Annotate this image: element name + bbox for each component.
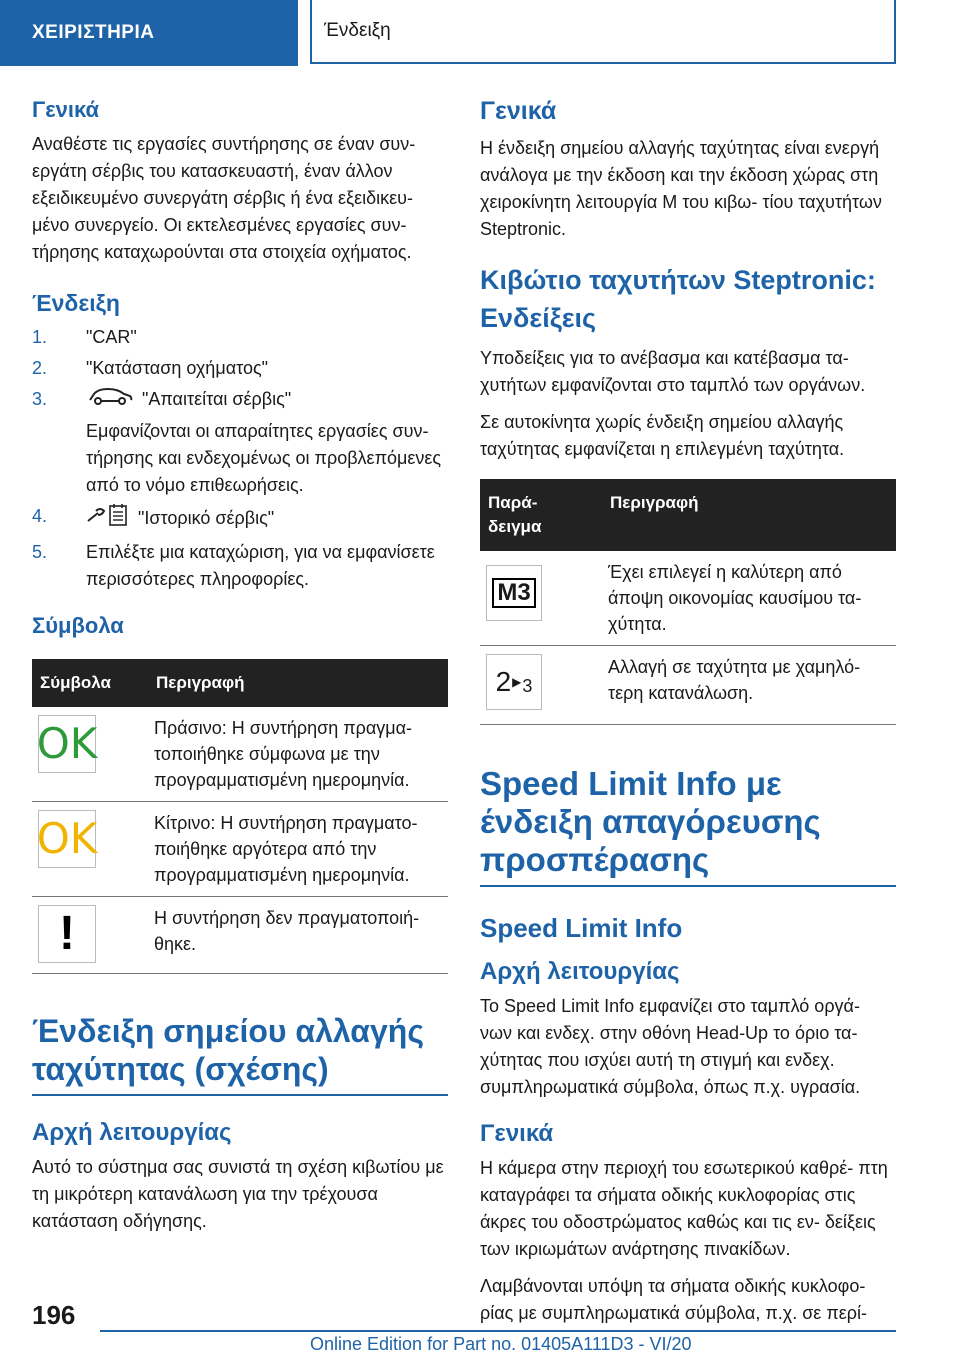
step-item: 2. "Κατάσταση οχήματος" (32, 358, 269, 378)
speed-limit-subheading: Speed Limit Info (480, 913, 683, 943)
table-header: Παρά- δειγμα Περιγραφή (480, 479, 896, 551)
edition-text: Online Edition for Part no. 01405A111D3 - VI/20 (310, 1334, 692, 1354)
sli-principle-heading: Αρχή λειτουργίας (480, 958, 680, 985)
table-row: 2 ▶ 3 Αλλαγή σε ταχύτητα με χαμηλό- τερη κατανάλωση. (480, 646, 896, 725)
table-row: ! Η συντήρηση δεν πραγματοποιή- θηκε. (32, 897, 448, 974)
general-paragraph: Αναθέστε τις εργασίες συντήρησης σε έναν συν- εργάτη σέρβις του κατασκευαστή, έναν άλλον εξειδικευμένο συνεργάτη σέρβις ή ένα εξειδικευ- μένο συνεργείο. Οι εκτελεσμένες εργασίες συν- τήρησης καταχωρούνται στα στοιχεία οχήματος. (32, 134, 416, 262)
steptronic-paragraph-2: Σε αυτοκίνητα χωρίς ένδειξη σημείου αλλαγής ταχύτητας εμφανίζεται η επιλεγμένη ταχύτητα. (480, 412, 845, 459)
exclamation-icon: ! (38, 905, 96, 963)
step-item: 1. "CAR" (32, 327, 137, 347)
steptronic-heading: Κιβώτιο ταχυτήτων Steptronic: Ενδείξεις (480, 265, 876, 333)
sli-general-paragraph-2: Λαμβάνονται υπόψη τα σήματα οδικής κυκλοφο- ρίας με συμπληρωματικά σύμβολα, π.χ. σε περί- (480, 1276, 867, 1323)
speed-limit-heading: Speed Limit Info με ένδειξη απαγόρευσης προσπέρασης (480, 765, 896, 887)
general-paragraph-right: Η ένδειξη σημείου αλλαγής ταχύτητας είναι ενεργή ανάλογα με την έκδοση και την έκδοση χώρας στη χειροκίνητη λειτουργία M του κιβω- τίου ταχυτήτων Steptronic. (480, 138, 882, 239)
symbols-heading: Σύμβολα (32, 613, 124, 639)
arrow-right-icon: ▶ (512, 675, 522, 689)
general-heading: Γενικά (32, 97, 100, 122)
page-header (0, 0, 960, 66)
step-item: 3. "Απαιτείται σέρβις" (32, 386, 448, 414)
ok-yellow-icon: OK (38, 810, 96, 868)
table-row: M3 Έχει επιλεγεί η καλύτερη από άποψη οικονομίας καυσίμου τα- χύτητα. (480, 551, 896, 646)
symbols-table (32, 659, 448, 974)
page-number: 196 (32, 1300, 76, 1330)
steptronic-paragraph-1: Υποδείξεις για το ανέβασμα και κατέβασμα τα- χυτήτων εμφανίζονται στο ταμπλό των οργάνων. (480, 348, 866, 395)
gear-shift-2-3-icon: 2 ▶ 3 (486, 654, 542, 710)
service-history-icon (86, 503, 130, 535)
principle-heading: Αρχή λειτουργίας (32, 1119, 232, 1147)
left-column (32, 95, 448, 1245)
subsection-title: Ένδειξη (310, 0, 896, 64)
step-item: 5. Επιλέξτε μια καταχώριση, για να εμφανίσετε περισσότερες πληροφορίες. (32, 542, 435, 590)
car-outline-icon (86, 386, 134, 414)
shift-indicator-heading: Ένδειξη σημείου αλλαγής ταχύτητας (σχέσης) (32, 1012, 448, 1096)
table-row: OK Πράσινο: Η συντήρηση πραγμα- τοποιήθηκε σύμφωνα με την προγραμματισμένη ημερομηνία. (32, 707, 448, 802)
ok-green-icon: OK (38, 715, 96, 773)
gear-m3-icon: M3 (486, 565, 542, 621)
table-row: OK Κίτρινο: Η συντήρηση πραγματο- ποιήθηκε αργότερα από την προγραμματισμένη ημερομηνία. (32, 802, 448, 897)
section-tab[interactable]: ΧΕΙΡΙΣΤΗΡΙΑ (0, 0, 298, 66)
sli-general-heading: Γενικά (480, 1120, 554, 1147)
sli-general-paragraph-1: Η κάμερα στην περιοχή του εσωτερικού καθρέ- πτη καταγράφει τα σήματα οδικής κυκλοφορίας στις άκρες του οδοστρώματος καθώς και τις εν- δείξεις των ικριωμάτων ανάρτησης πινακίδων. (480, 1158, 888, 1259)
step-item: Εμφανίζονται οι απαραίτητες εργασίες συν- τήρησης και ενδεχομένως οι προβλεπόμενες από το νόμο επιθεωρήσεις. (86, 421, 442, 496)
steps-list (32, 324, 448, 593)
footer-divider (100, 1330, 896, 1332)
step-item: 4. "Ιστορικό σέρβις" (32, 503, 448, 535)
principle-paragraph: Αυτό το σύστημα σας συνιστά τη σχέση κιβωτίου με τη μικρότερη κατανάλωση για την τρέχουσα κατάσταση οδήγησης. (32, 1157, 444, 1232)
display-heading: Ένδειξη (32, 290, 120, 316)
general-heading-right: Γενικά (480, 97, 557, 125)
table-header: Σύμβολα Περιγραφή (32, 659, 448, 707)
sli-principle-paragraph: Το Speed Limit Info εμφανίζει στο ταμπλό οργά- νων και ενδεχ. στην οθόνη Head-Up το όριο τα- χύτητας που ισχύει αυτή τη στιγμή και ενδεχ. συμπληρωματικά σύμβολα, όπως π.χ. υγρασία. (480, 996, 861, 1097)
examples-table (480, 479, 896, 725)
right-column (480, 95, 896, 1337)
